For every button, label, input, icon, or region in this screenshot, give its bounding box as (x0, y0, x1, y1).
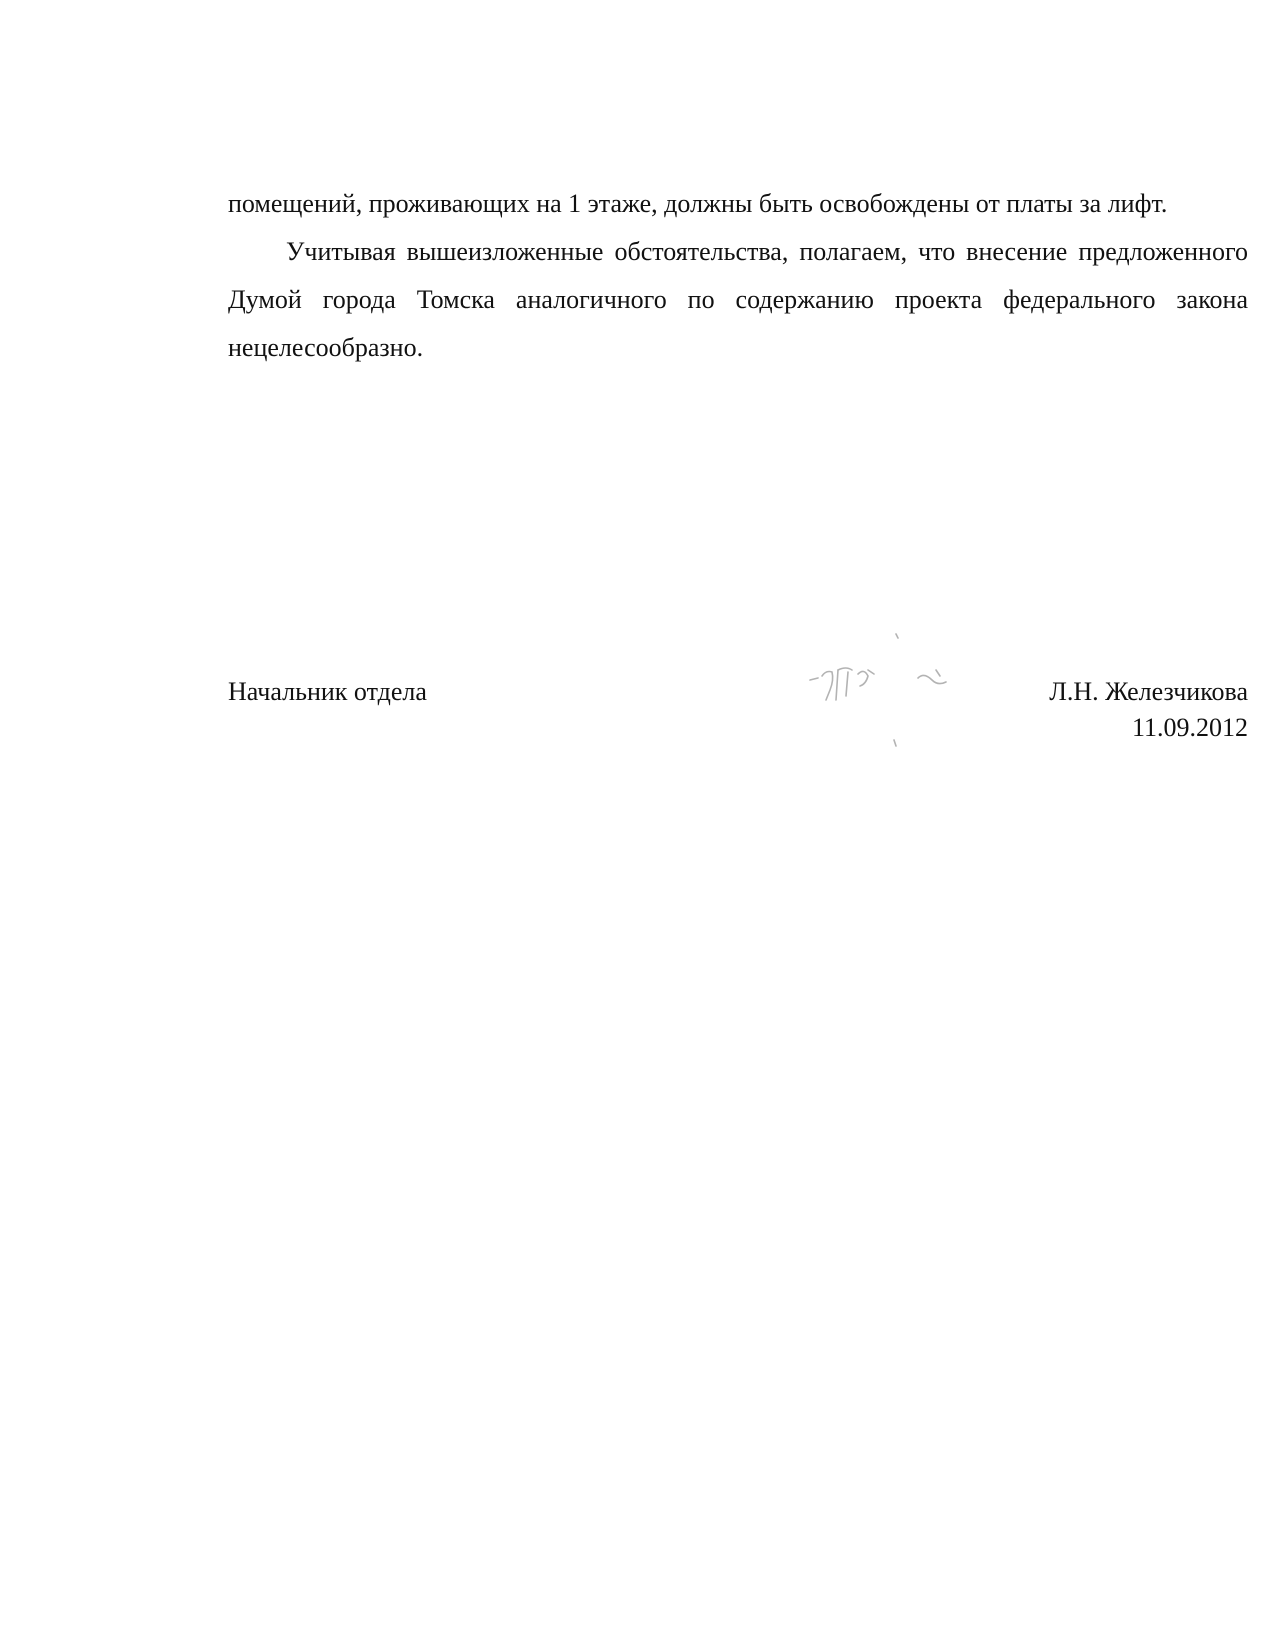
document-body (228, 180, 1248, 372)
paragraph-continuation: помещений, проживающих на 1 этаже, должны быть освобождены от платы за лифт. (228, 189, 1168, 218)
signature-date: 11.09.2012 (1131, 713, 1248, 742)
signer-name: Л.Н. Железчикова (1049, 677, 1248, 706)
position-title: Начальник отдела (228, 677, 427, 706)
signature-block (228, 676, 1248, 756)
paragraph-conclusion: Учитывая вышеизложенные обстоятельства, полагаем, что внесение предложенного Думой города Томска аналогичного по содержанию проекта федерального закона нецелесообразно. (228, 237, 1248, 362)
